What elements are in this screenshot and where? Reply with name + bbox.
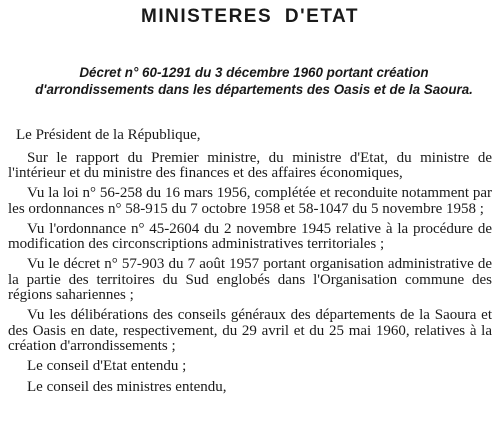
paragraph-decret: Vu le décret n° 57-903 du 7 août 1957 portant organisation administrative de la partie des territoires du Sud englobés dans l'Organisation commune des régions sahariennes ;: [8, 256, 492, 304]
paragraph-rapport: Sur le rapport du Premier ministre, du ministre d'Etat, du ministre de l'intérieur et du ministre des finances et des affaires économiques,: [8, 149, 492, 181]
paragraph-ordonnance: Vu l'ordonnance n° 45-2604 du 2 novembre 1945 relative à la procédure de modification des circonscriptions administratives territoriales ;: [8, 220, 492, 253]
decree-title-line-2: d'arrondissements dans les départements des Oasis et de la Saoura.: [35, 82, 473, 97]
opening-line: Le Président de la République,: [16, 127, 201, 143]
decree-body: [8, 128, 492, 400]
paragraph-conseil-ministres: Le conseil des ministres entendu,: [27, 378, 227, 395]
document-heading: MINISTERES D'ETAT: [141, 6, 359, 27]
paragraph-loi: Vu la loi n° 56-258 du 16 mars 1956, complétée et reconduite notamment par les ordonnances n° 58-915 du 7 octobre 1958 et 58-1047 du 5 novembre 1958 ;: [8, 185, 492, 217]
paragraph-conseil-etat: Le conseil d'Etat entendu ;: [27, 358, 187, 375]
decree-title-line-1: Décret n° 60-1291 du 3 décembre 1960 portant création: [79, 65, 429, 80]
paragraph-deliberations: Vu les délibérations des conseils généraux des départements de la Saoura et des Oasis en date, respectivement, du 29 avril et du 25 mai 1960, relatives à la création d'arrondissements ;: [8, 307, 492, 355]
decree-title: [16, 64, 492, 98]
